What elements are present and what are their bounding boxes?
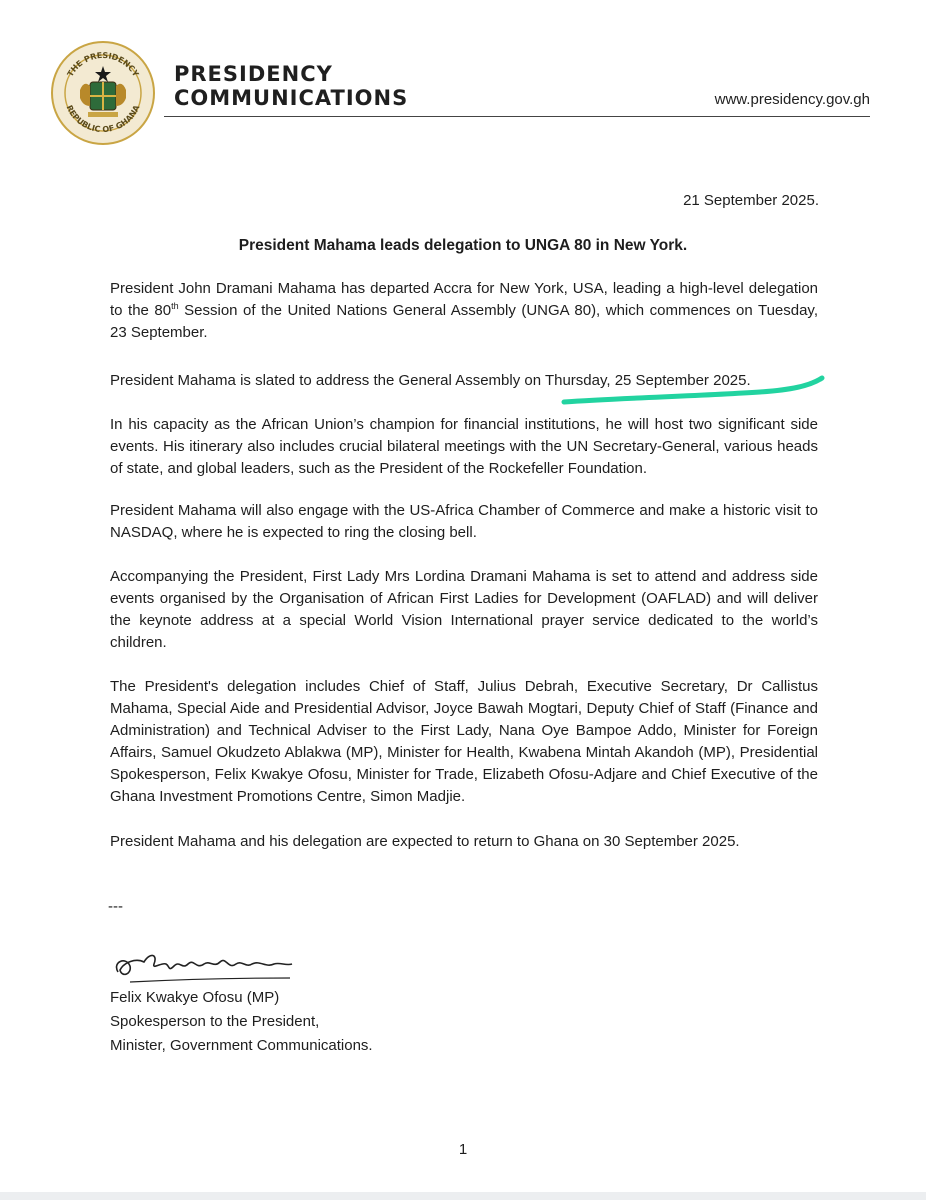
paragraph-3: In his capacity as the African Union’s champion for financial institutions, he will host two significant side events. His itinerary also includes crucial bilateral meetings with the UN Secretary-General, various heads of state, and global leaders, such as the President of the Rockefeller Foundation. [110,416,818,477]
signature-image [110,942,300,992]
highlighter-underline-mark [560,372,826,408]
svg-text:THE PRESIDENCY: THE PRESIDENCY [65,50,141,79]
bottom-strip [0,1192,926,1200]
release-date: 21 September 2025. [683,192,819,209]
website-url: www.presidency.gov.gh [714,91,870,108]
paragraph-1 [110,278,818,344]
paragraph-7: President Mahama and his delegation are expected to return to Ghana on 30 September 2025. [110,833,740,850]
separator-dashes: --- [108,898,123,915]
paragraph-6: The President's delegation includes Chief of Staff, Julius Debrah, Executive Secretary, Dr Callistus Mahama, Special Aide and Presidential Advisor, Joyce Bawah Mogtari, Deputy Chief of Staff (Finance and Administration) and Technical Adviser to the First Lady, Nana Oye Bampoe Addo, Minister for Foreign Affairs, Samuel Okudzeto Ablakwa (MP), Minister for Health, Kwabena Mintah Akandoh (MP), Presidential Spokesperson, Felix Kwakye Ofosu, Minister for Trade, Elizabeth Ofosu-Adjare and Chief Executive of the Ghana Investment Promotions Centre, Simon Madjie. [110,678,818,805]
ordinal-suffix: th [171,301,179,311]
page-number: 1 [458,1141,468,1158]
signatory-role-2: Minister, Government Communications. [110,1037,373,1054]
signatory-name: Felix Kwakye Ofosu (MP) [110,989,280,1006]
brand-line-communications: COMMUNICATIONS [174,86,409,110]
paragraph-1-text-a: President John Dramani Mahama has departed Accra for New York, USA, leading a high-level delegation to the 80 [110,280,818,319]
paragraph-1-text-b: Session of the United Nations General Assembly (UNGA 80), which commences on Tuesday, 23 September. [110,302,818,341]
signatory-role-1: Spokesperson to the President, [110,1013,320,1030]
paragraph-5: Accompanying the President, First Lady Mrs Lordina Dramani Mahama is set to attend and address side events organised by the Organisation of African First Ladies for Development (OAFLAD) and will deliver the keynote address at a special World Vision International prayer service dedicated to the world’s children. [110,568,818,651]
paragraph-4: President Mahama will also engage with the US-Africa Chamber of Commerce and make a historic visit to NASDAQ, where he is expected to ring the closing bell. [110,502,818,541]
release-title: President Mahama leads delegation to UNGA 80 in New York. [238,237,688,254]
header-divider [164,116,870,117]
paragraph-2: President Mahama is slated to address the General Assembly on Thursday, 25 September 2025. [110,372,751,389]
brand-line-presidency: PRESIDENCY [174,62,333,86]
brand-wordmark [174,62,408,110]
presidency-seal-icon [50,40,156,146]
svg-text:REPUBLIC OF GHANA: REPUBLIC OF GHANA [64,103,142,135]
signatory-block [110,986,373,1058]
